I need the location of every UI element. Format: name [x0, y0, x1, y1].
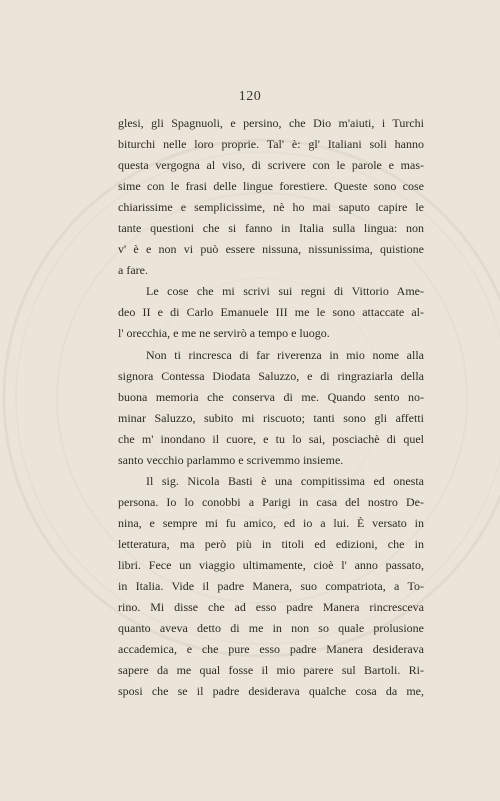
text-line: l' orecchia, e me ne servirò a tempo e luogo. [118, 326, 330, 341]
text-line: a fare. [118, 263, 148, 278]
text-line: tante questioni che si fanno in Italia sulla lingua: non [118, 221, 424, 236]
text-line: buona memoria che conserva di me. Quando sento no- [118, 389, 424, 404]
text-line: Le cose che mi scrivi sui regni di Vittorio Ame- [146, 284, 424, 299]
text-line: sapere da me qual fosse il mio parere sul Bartoli. Ri- [118, 663, 424, 678]
text-line: che m' inondano il cuore, e tu lo sai, posciachè di quel [118, 431, 424, 446]
paragraph [118, 281, 424, 344]
text-line: rino. Mi disse che ad esso padre Manera rincresceva [118, 600, 424, 615]
text-line: libri. Fece un viaggio ultimamente, cioè l' anno passato, [118, 557, 424, 572]
text-line: Non ti rincresca di far riverenza in mio nome alla [146, 347, 424, 362]
text-line: chiarissime e semplicissime, nè ho mai saputo capire le [118, 200, 424, 215]
text-line: nina, e sempre mi fu amico, ed io a lui. È versato in [118, 515, 424, 530]
text-line: Il sig. Nicola Basti è una compitissima ed onesta [146, 473, 424, 488]
text-line: signora Contessa Diodata Saluzzo, e di ringraziarla della [118, 368, 424, 383]
page-number: 120 [238, 89, 262, 104]
text-line: in Italia. Vide il padre Manera, suo compatriota, a To- [118, 579, 424, 594]
text-line: quanto aveva detto di me in non so quale prolusione [118, 621, 424, 636]
text-line: v' è e non vi può essere nissuna, nissunissima, quistione [118, 242, 424, 257]
paragraph [118, 345, 424, 471]
text-line: sime con le frasi delle lingue forestiere. Queste sono cose [118, 179, 424, 194]
text-line: letteratura, ma però più in titoli ed edizioni, che in [118, 536, 424, 551]
text-line: santo vecchio parlammo e scrivemmo insieme. [118, 452, 344, 467]
text-line: deo II e di Carlo Emanuele III me le sono attaccate al- [118, 305, 424, 320]
text-line: sposi che se il padre desiderava qualche cosa da me, [118, 684, 424, 699]
paragraph [118, 113, 424, 281]
text-line: questa vergogna al viso, di scrivere con le parole e mas- [118, 158, 424, 173]
text-line: persona. Io lo conobbi a Parigi in casa del nostro De- [118, 494, 424, 509]
paragraph [118, 471, 424, 703]
text-line: accademica, e che pure esso padre Manera desiderava [118, 642, 424, 657]
text-line: glesi, gli Spagnuoli, e persino, che Dio m'aiuti, i Turchi [118, 116, 424, 130]
text-line: minar Saluzzo, subito mi riscuoto; tanti sono gli affetti [118, 410, 424, 425]
text-line: biturchi nelle loro proprie. Tal' è: gl' Italiani soli hanno [118, 137, 424, 152]
body-text [118, 113, 424, 702]
